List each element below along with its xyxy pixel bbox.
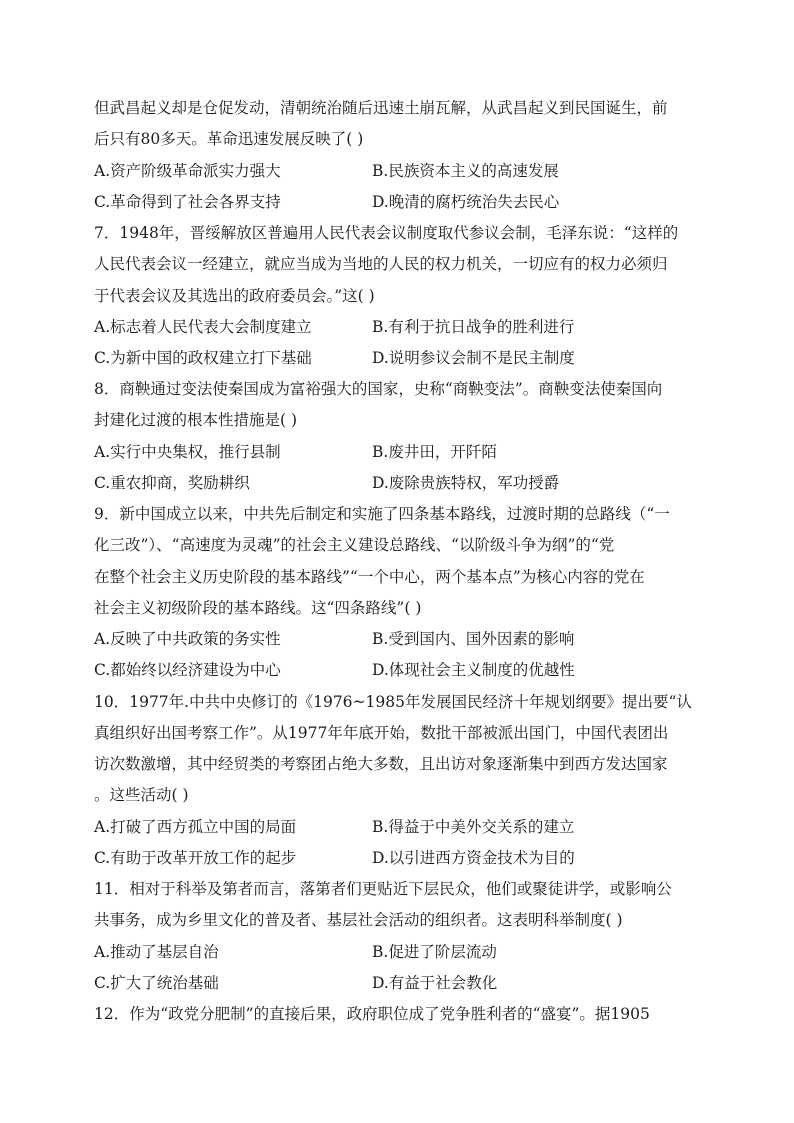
question-11-option-a: A.推动了基层自治 <box>94 943 219 961</box>
question-11-text-line-1: 11．相对于科举及第者而言，落第者们更贴近下层民众，他们或聚徒讲学，或影响公 <box>94 880 672 898</box>
question-9-option-b: B.受到国内、国外因素的影响 <box>372 630 575 648</box>
question-10-option-c: C.有助于改革开放工作的起步 <box>94 849 297 867</box>
question-9-option-a: A.反映了中共政策的务实性 <box>94 630 281 648</box>
question-11-option-c: C.扩大了统治基础 <box>94 974 219 992</box>
question-9-option-d: D.体现社会主义制度的优越性 <box>372 661 575 679</box>
question-10-option-b: B.得益于中美外交关系的建立 <box>372 818 575 836</box>
question-8-option-a: A.实行中央集权，推行县制 <box>94 443 281 461</box>
question-9-option-c: C.都始终以经济建设为中心 <box>94 661 281 679</box>
question-11-option-b: B.促进了阶层流动 <box>372 943 497 961</box>
question-8-option-d: D.废除贵族特权，军功授爵 <box>372 474 560 492</box>
question-6-option-a: A.资产阶级革命派实力强大 <box>94 162 281 180</box>
question-8-option-b: B.废井田，开阡陌 <box>372 443 497 461</box>
question-8-option-c: C.重农抑商，奖励耕织 <box>94 474 250 492</box>
question-10-text-line-3: 访次数激增，其中经贸类的考察团占绝大多数，且出访对象逐渐集中到西方发达国家 <box>94 755 668 773</box>
question-10-text-line-2: 真组织好出国考察工作”。从1977年年底开始，数批干部被派出国门，中国代表团出 <box>94 724 669 742</box>
question-9-text-line-1: 9．新中国成立以来，中共先后制定和实施了四条基本路线，过渡时期的总路线（“一 <box>94 505 670 523</box>
question-9-text-line-4: 社会主义初级阶段的基本路线。这“四条路线”( ) <box>94 599 422 617</box>
question-6-text-line-1: 但武昌起义却是仓促发动，清朝统治随后迅速土崩瓦解，从武昌起义到民国诞生，前 <box>94 99 668 117</box>
question-6-option-b: B.民族资本主义的高速发展 <box>372 162 559 180</box>
question-10-text-line-4: 。这些活动( ) <box>94 786 189 804</box>
question-7-text-line-1: 7．1948年，晋绥解放区普遍用人民代表会议制度取代参议会制，毛泽东说：“这样的 <box>94 224 679 242</box>
question-9-text-line-2: 化三改”）、“高速度为灵魂”的社会主义建设总路线、“以阶级斗争为纲”的“党 <box>94 536 615 554</box>
question-10-text-line-1: 10．1977年.中共中央修订的《1976~1985年发展国民经济十年规划纲要》提出要“认 <box>94 693 692 711</box>
question-10-option-d: D.以引进西方资金技术为目的 <box>372 849 575 867</box>
question-6-option-d: D.晚清的腐朽统治失去民心 <box>372 193 560 211</box>
question-11-option-d: D.有益于社会教化 <box>372 974 498 992</box>
question-7-text-line-3: 于代表会议及其选出的政府委员会。”这( ) <box>94 287 375 305</box>
question-7-text-line-2: 人民代表会议一经建立，就应当成为当地的人民的权力机关，一切应有的权力必须归 <box>94 255 668 273</box>
question-10-option-a: A.打破了西方孤立中国的局面 <box>94 818 297 836</box>
question-7-option-d: D.说明参议会制不是民主制度 <box>372 349 575 367</box>
question-8-text-line-2: 封建化过渡的根本性措施是( ) <box>94 411 298 429</box>
question-7-option-c: C.为新中国的政权建立打下基础 <box>94 349 312 367</box>
question-6-text-line-2: 后只有80多天。革命迅速发展反映了( ) <box>94 130 364 148</box>
question-9-text-line-3: 在整个社会主义历史阶段的基本路线”“一个中心，两个基本点”为核心内容的党在 <box>94 568 645 586</box>
question-12-text-line-1: 12．作为“政党分肥制”的直接后果，政府职位成了党争胜利者的“盛宴”。据1905 <box>94 1005 650 1023</box>
question-6-option-c: C.革命得到了社会各界支持 <box>94 193 281 211</box>
question-7-option-a: A.标志着人民代表大会制度建立 <box>94 318 312 336</box>
question-11-text-line-2: 共事务，成为乡里文化的普及者、基层社会活动的组织者。这表明科举制度( ) <box>94 911 623 929</box>
question-8-text-line-1: 8．商鞅通过变法使秦国成为富裕强大的国家，史称“商鞅变法”。商鞅变法使秦国向 <box>94 380 663 398</box>
question-7-option-b: B.有利于抗日战争的胜利进行 <box>372 318 575 336</box>
